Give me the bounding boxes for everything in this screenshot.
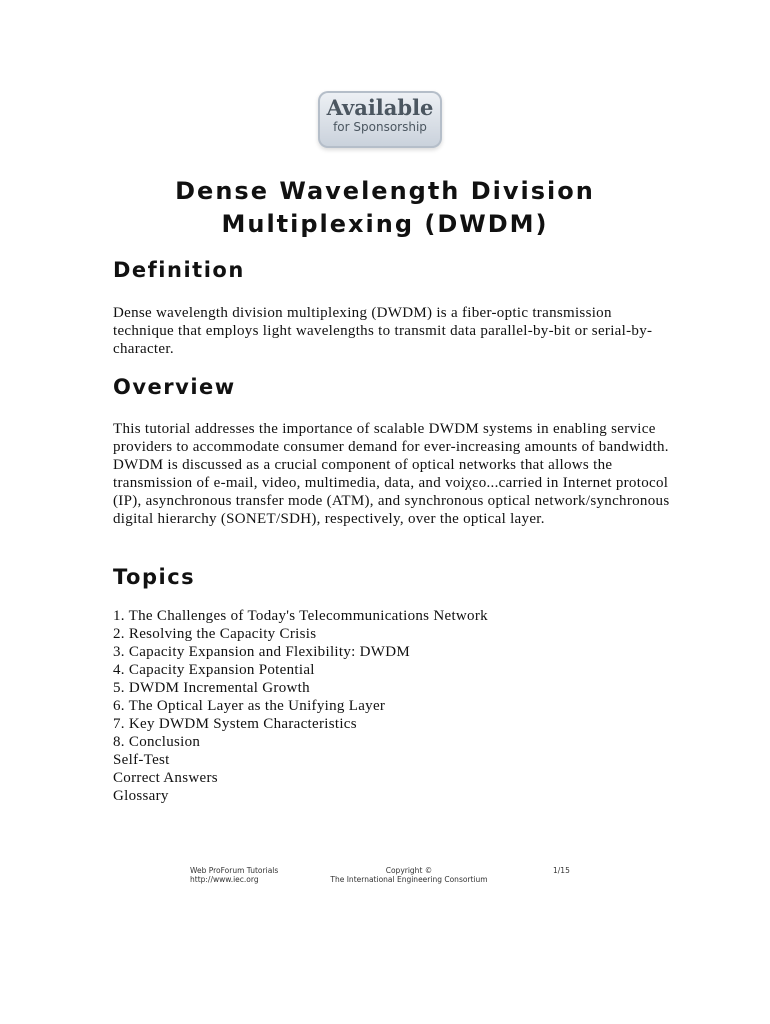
- topic-item: Self-Test: [113, 752, 170, 768]
- footer-left: [190, 866, 278, 884]
- badge-title: Available: [326, 95, 434, 120]
- footer-copyright: Copyright ©: [385, 866, 433, 875]
- overview-heading: Overview: [113, 375, 236, 399]
- topic-item: 1. The Challenges of Today's Telecommunications Network: [113, 608, 488, 624]
- topic-item: 5. DWDM Incremental Growth: [113, 680, 310, 696]
- topics-heading: Topics: [113, 565, 196, 589]
- topic-item: 7. Key DWDM System Characteristics: [113, 716, 357, 732]
- definition-text: Dense wavelength division multiplexing (DWDM) is a fiber-optic transmission technique that employs light wavelengths to transmit data parallel-by-bit or serial-by-character.: [113, 305, 653, 357]
- overview-text: This tutorial addresses the importance of scalable DWDM systems in enabling service providers to accommodate consumer demand for ever-increasing amounts of bandwidth. DWDM is discussed as a crucial component of optical networks that allows the transmission of e-mail, video, multimedia, data, and voiχεo...carried in Internet protocol (IP), asynchronous transfer mode (ATM), and synchronous optical network/synchronous digital hierarchy (SONET/SDH), respectively, over the optical layer.: [113, 421, 670, 527]
- footer-organization: The International Engineering Consortium: [330, 875, 488, 884]
- footer-publisher: Web ProForum Tutorials: [190, 866, 279, 875]
- footer-center: [314, 866, 504, 884]
- title-line-1: Dense Wavelength Division: [175, 177, 595, 205]
- definition-heading: Definition: [113, 258, 245, 282]
- topic-item: 3. Capacity Expansion and Flexibility: DWDM: [113, 644, 411, 660]
- topics-list: [113, 607, 488, 805]
- topic-item: 8. Conclusion: [113, 734, 201, 750]
- topic-item: Glossary: [113, 788, 169, 804]
- topic-item: 2. Resolving the Capacity Crisis: [113, 626, 317, 642]
- badge-subtitle: for Sponsorship: [333, 120, 427, 134]
- sponsorship-badge[interactable]: [318, 91, 442, 148]
- page-title: [120, 175, 650, 241]
- footer-url: http://www.iec.org: [190, 875, 259, 884]
- topic-item: Correct Answers: [113, 770, 218, 786]
- footer-page-number: 1/15: [553, 866, 570, 875]
- title-line-2: Multiplexing (DWDM): [221, 210, 549, 238]
- topic-item: 4. Capacity Expansion Potential: [113, 662, 315, 678]
- topic-item: 6. The Optical Layer as the Unifying Layer: [113, 698, 386, 714]
